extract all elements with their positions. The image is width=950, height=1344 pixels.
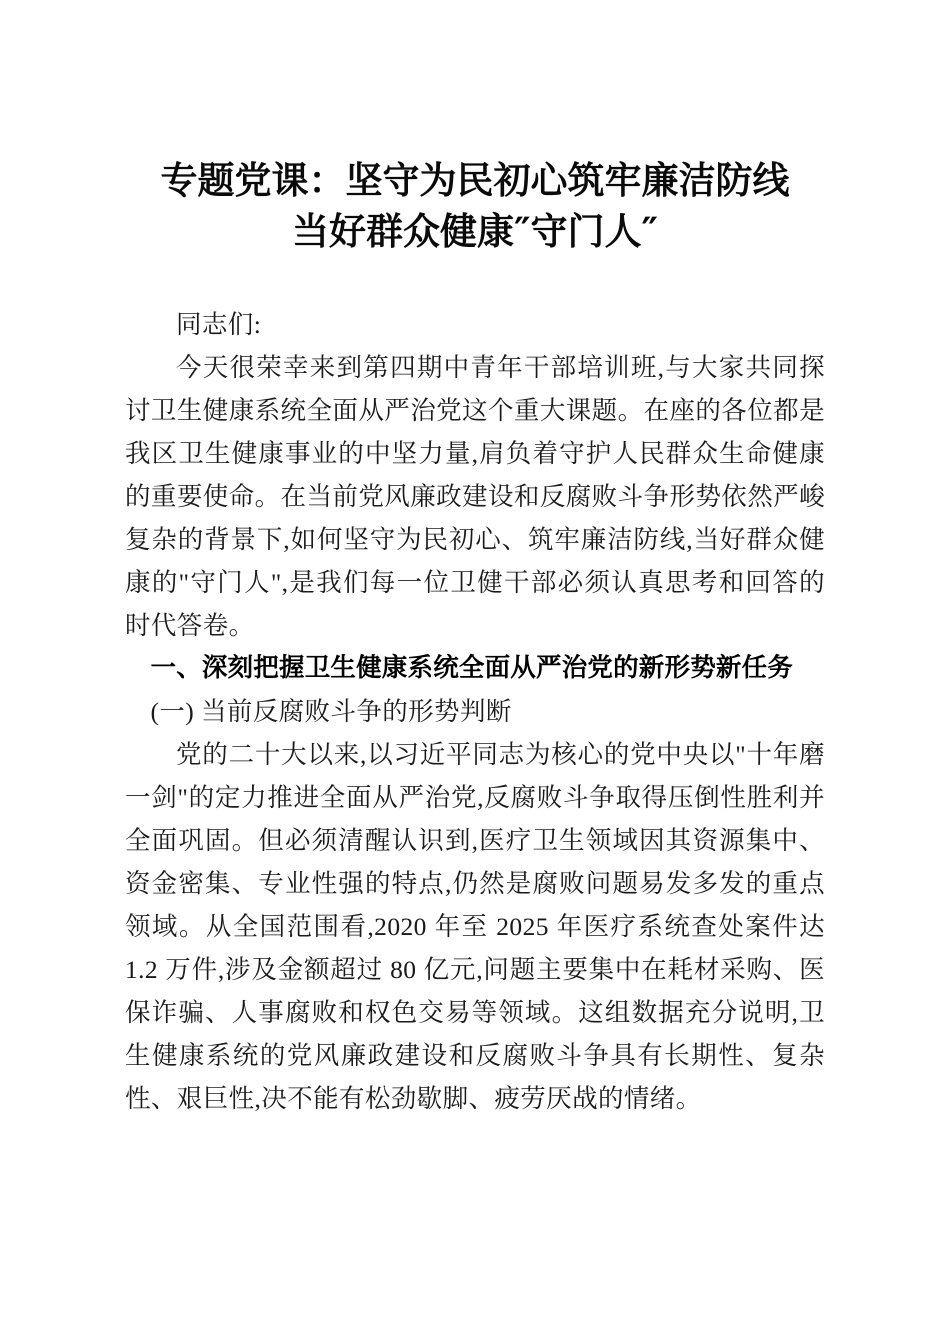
section-paragraph-1: 党的二十大以来,以习近平同志为核心的党中央以"十年磨一剑"的定力推进全面从严治党,反腐败斗争取得压倒性胜利并全面巩固。但必须清醒认识到,医疗卫生领域因其资源集中、资金密集、专业性强的特点,仍然是腐败问题易发多发的重点领域。从全国范围看,2020 年至 2025 年医疗系统查处案件达 1.2 万件,涉及金额超过 80 亿元,问题主要集中在耗材采购、医保诈骗、人事腐败和权色交易等领域。这组数据充分说明,卫生健康系统的党风廉政建设和反腐败斗争具有长期性、复杂性、艰巨性,决不能有松劲歇脚、疲劳厌战的情绪。 — [125, 740, 825, 1113]
title-line-2: 当好群众健康″守门人″ — [291, 210, 659, 253]
section-heading-1: 一、深刻把握卫生健康系统全面从严治党的新形势新任务 — [150, 653, 794, 683]
document-body — [125, 303, 825, 1120]
sub-heading-1: (一) 当前反腐败斗争的形势判断 — [150, 697, 512, 726]
salutation: 同志们: — [176, 310, 262, 339]
title-line-1: 专题党课：坚守为民初心筑牢廉洁防线 — [160, 159, 790, 202]
page-title — [125, 0, 825, 257]
document-content — [125, 0, 825, 1120]
intro-paragraph: 今天很荣幸来到第四期中青年干部培训班,与大家共同探讨卫生健康系统全面从严治党这个重大课题。在座的各位都是我区卫生健康事业的中坚力量,肩负着守护人民群众生命健康的重要使命。在当前党风廉政建设和反腐败斗争形势依然严峻复杂的背景下,如何坚守为民初心、筑牢廉洁防线,当好群众健康的"守门人",是我们每一位卫健干部必须认真思考和回答的时代答卷。 — [125, 353, 825, 640]
